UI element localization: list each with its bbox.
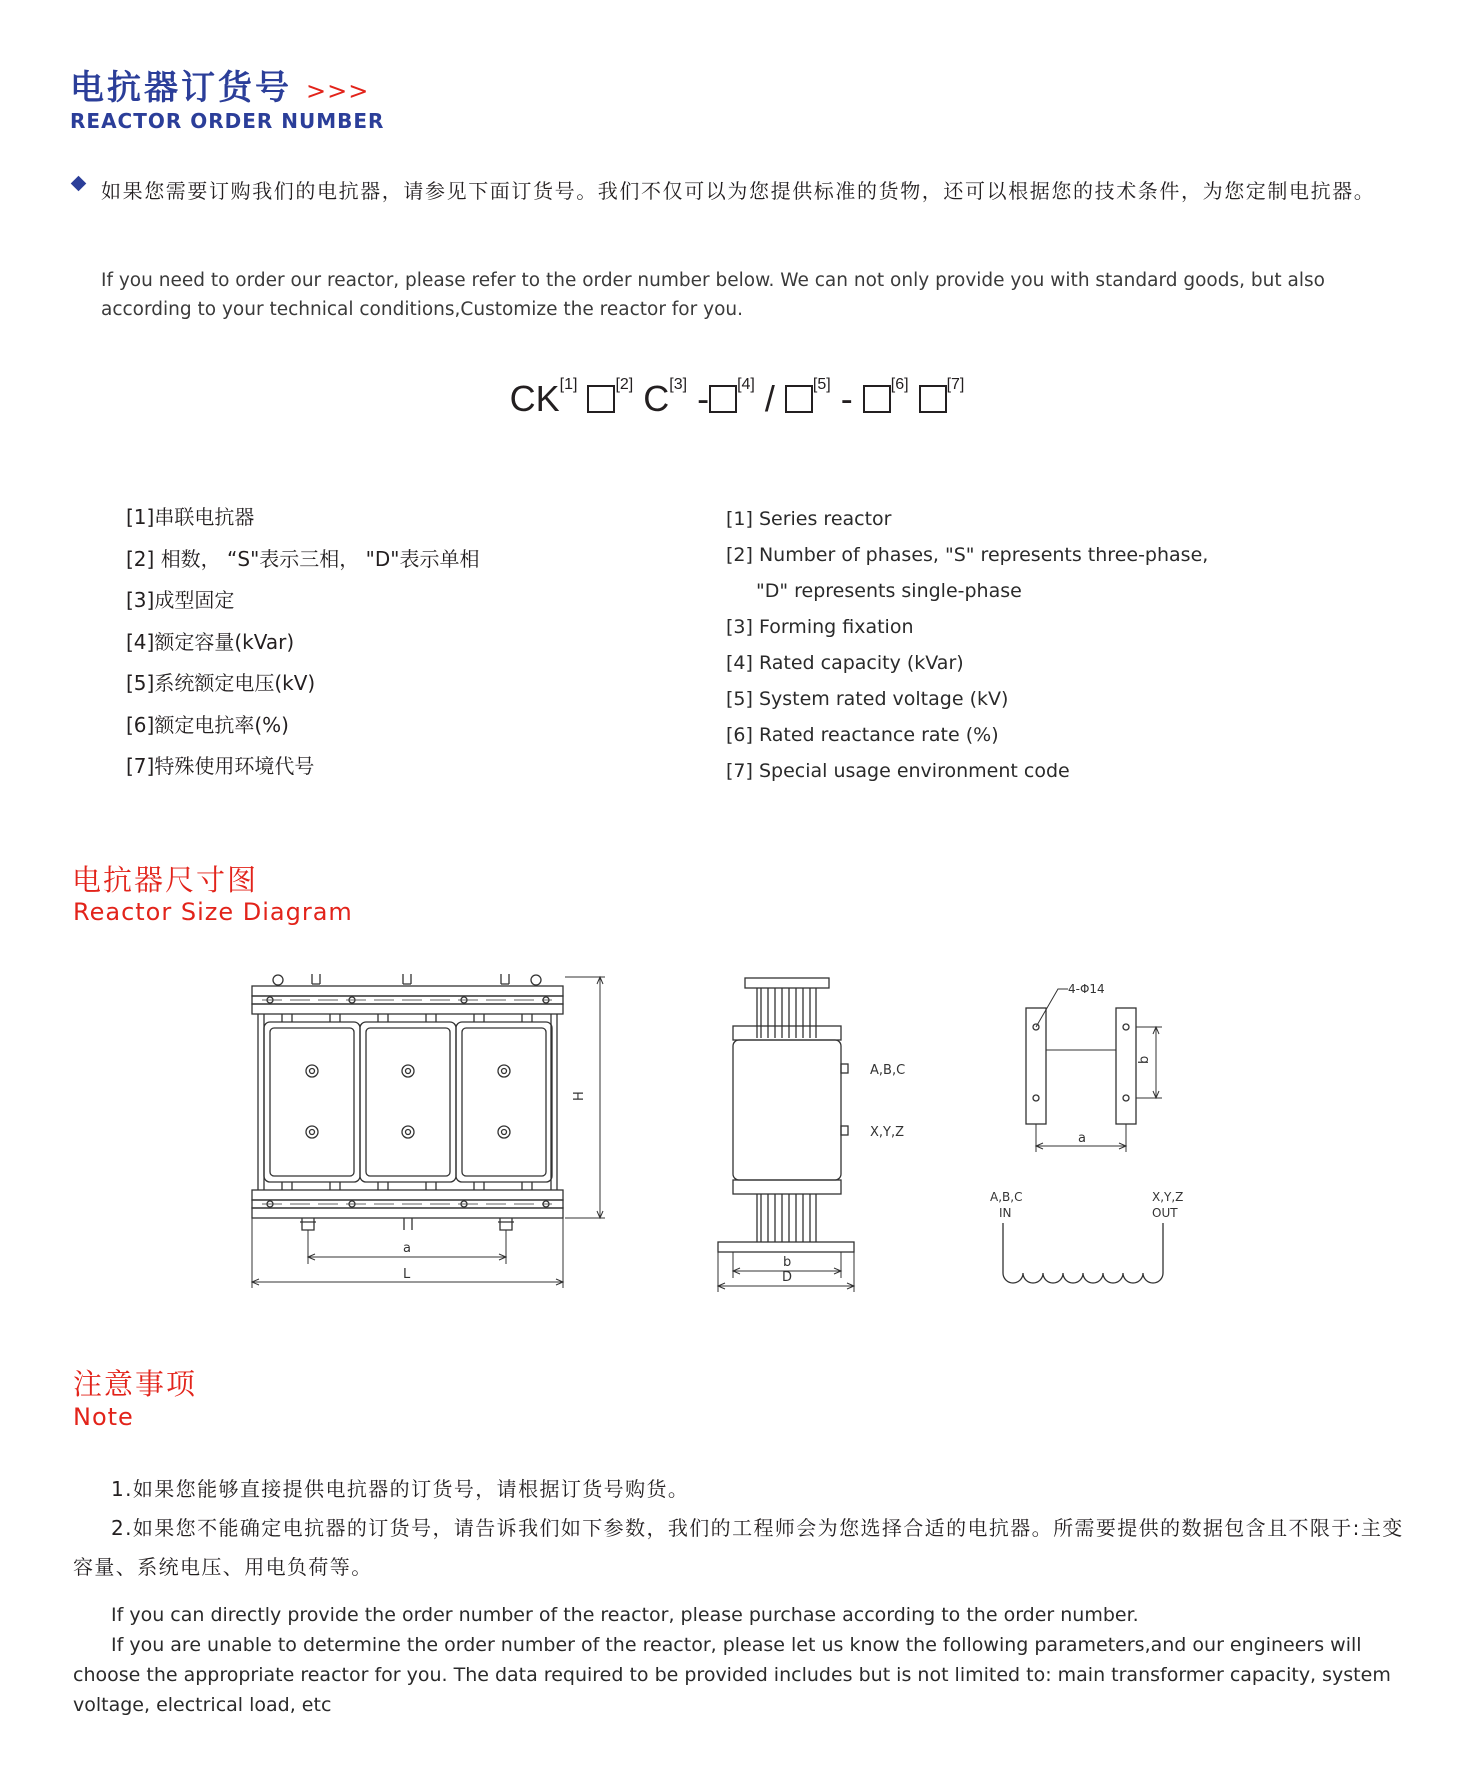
reactor-size-diagram: [0, 960, 1474, 1320]
plan-label-a: a: [1078, 1131, 1086, 1146]
code-placeholder-box: [785, 385, 813, 413]
legend-item: [5]系统额定电压(kV): [126, 671, 316, 695]
dim-label-b: b: [783, 1255, 792, 1270]
winding-symbol: [1003, 1223, 1163, 1283]
legend-item: [5] System rated voltage (kV): [726, 688, 1009, 710]
dim-label-a: a: [403, 1241, 411, 1256]
size-section-title-cn: 电抗器尺寸图: [72, 863, 259, 897]
legend-item: [4]额定容量(kVar): [126, 629, 295, 654]
winding-out-label: X,Y,Z: [1152, 1190, 1184, 1204]
legend-list-en: [726, 501, 1208, 789]
note-text-cn: [73, 1470, 1413, 1587]
legend-item: "D" represents single-phase: [756, 580, 1022, 602]
code-placeholder-box: [863, 385, 891, 413]
code-c: C: [643, 378, 670, 419]
legend-item: [6] Rated reactance rate (%): [726, 724, 999, 746]
code-marker: [2]: [615, 376, 634, 393]
code-marker: [6]: [890, 376, 909, 393]
legend-item: [1] Series reactor: [726, 508, 892, 530]
legend-item: [7] Special usage environment code: [726, 760, 1070, 782]
note-section-title-cn: 注意事项: [73, 1367, 198, 1401]
legend-item: [3] Forming fixation: [726, 616, 914, 638]
terminal-label-xyz: X,Y,Z: [870, 1125, 905, 1140]
legend-item: [2] Number of phases, "S" represents three-phase,: [726, 544, 1209, 566]
note-item: If you are unable to determine the order number of the reactor, please let us know the following parameters,and our engineers will choose the appropriate reactor for you. The data required to be provided includes but is not limited to: main transformer capacity, system voltage, electrical load, etc: [73, 1634, 1391, 1716]
dim-label-h: H: [572, 1091, 587, 1101]
hole-label: 4-Φ14: [1068, 982, 1105, 996]
note-section-title-en: Note: [73, 1403, 134, 1431]
legend-item: [3]成型固定: [126, 588, 235, 612]
intro-text-en: If you need to order our reactor, please refer to the order number below. We can not only provide you with standard goods, but also according to your technical conditions,Customize the reactor for you.: [101, 270, 1325, 320]
winding-out-label: OUT: [1152, 1206, 1178, 1220]
dim-label-d: D: [782, 1270, 793, 1285]
note-text-en: [73, 1600, 1413, 1720]
plan-label-b: b: [1137, 1055, 1152, 1064]
code-dash: -: [697, 378, 710, 419]
code-marker: [3]: [669, 376, 688, 393]
side-view-drawing: [718, 978, 854, 1292]
title-cn: 电抗器订货号: [70, 68, 292, 108]
legend-item: [1]串联电抗器: [126, 505, 255, 529]
diamond-bullet-icon: [71, 176, 87, 192]
legend-item: [2] 相数， “S"表示三相， "D"表示单相: [126, 546, 480, 571]
legend-item: [7]特殊使用环境代号: [126, 754, 315, 778]
code-placeholder-box: [709, 385, 737, 413]
order-code-formula: [0, 378, 1474, 420]
page-subtitle: REACTOR ORDER NUMBER: [70, 109, 385, 133]
winding-in-label: IN: [999, 1206, 1012, 1220]
code-marker: [1]: [559, 376, 578, 393]
intro-text-cn: 如果您需要订购我们的电抗器，请参见下面订货号。我们不仅可以为您提供标准的货物，还可以根据您的技术条件，为您定制电抗器。: [101, 179, 1376, 203]
arrows-decoration: >>>: [306, 77, 370, 105]
code-marker: [7]: [946, 376, 965, 393]
note-item: 1.如果您能够直接提供电抗器的订货号，请根据订货号购货。: [111, 1477, 690, 1501]
front-view-drawing: [252, 974, 605, 1288]
code-marker: [5]: [812, 376, 831, 393]
code-placeholder-box: [919, 385, 947, 413]
code-prefix: CK: [509, 378, 560, 419]
code-slash: /: [764, 378, 775, 419]
mounting-plan-drawing: [1026, 989, 1162, 1152]
size-section-title-en: Reactor Size Diagram: [73, 898, 353, 926]
legend-item: [4] Rated capacity (kVar): [726, 652, 964, 674]
note-item: If you can directly provide the order number of the reactor, please purchase according to the order number.: [111, 1604, 1139, 1626]
dim-label-l: L: [403, 1267, 411, 1282]
page-title: [70, 60, 369, 109]
winding-in-label: A,B,C: [990, 1190, 1023, 1204]
code-dash: -: [840, 378, 853, 419]
legend-item: [6]额定电抗率(%): [126, 712, 289, 737]
code-marker: [4]: [737, 376, 755, 393]
legend-list-cn: [126, 497, 479, 788]
code-placeholder-box: [587, 385, 615, 413]
note-item: 2.如果您不能确定电抗器的订货号，请告诉我们如下参数，我们的工程师会为您选择合适的电抗器。所需要提供的数据包含且不限于:主变容量、系统电压、用电负荷等。: [73, 1516, 1404, 1579]
terminal-label-abc: A,B,C: [870, 1063, 906, 1078]
